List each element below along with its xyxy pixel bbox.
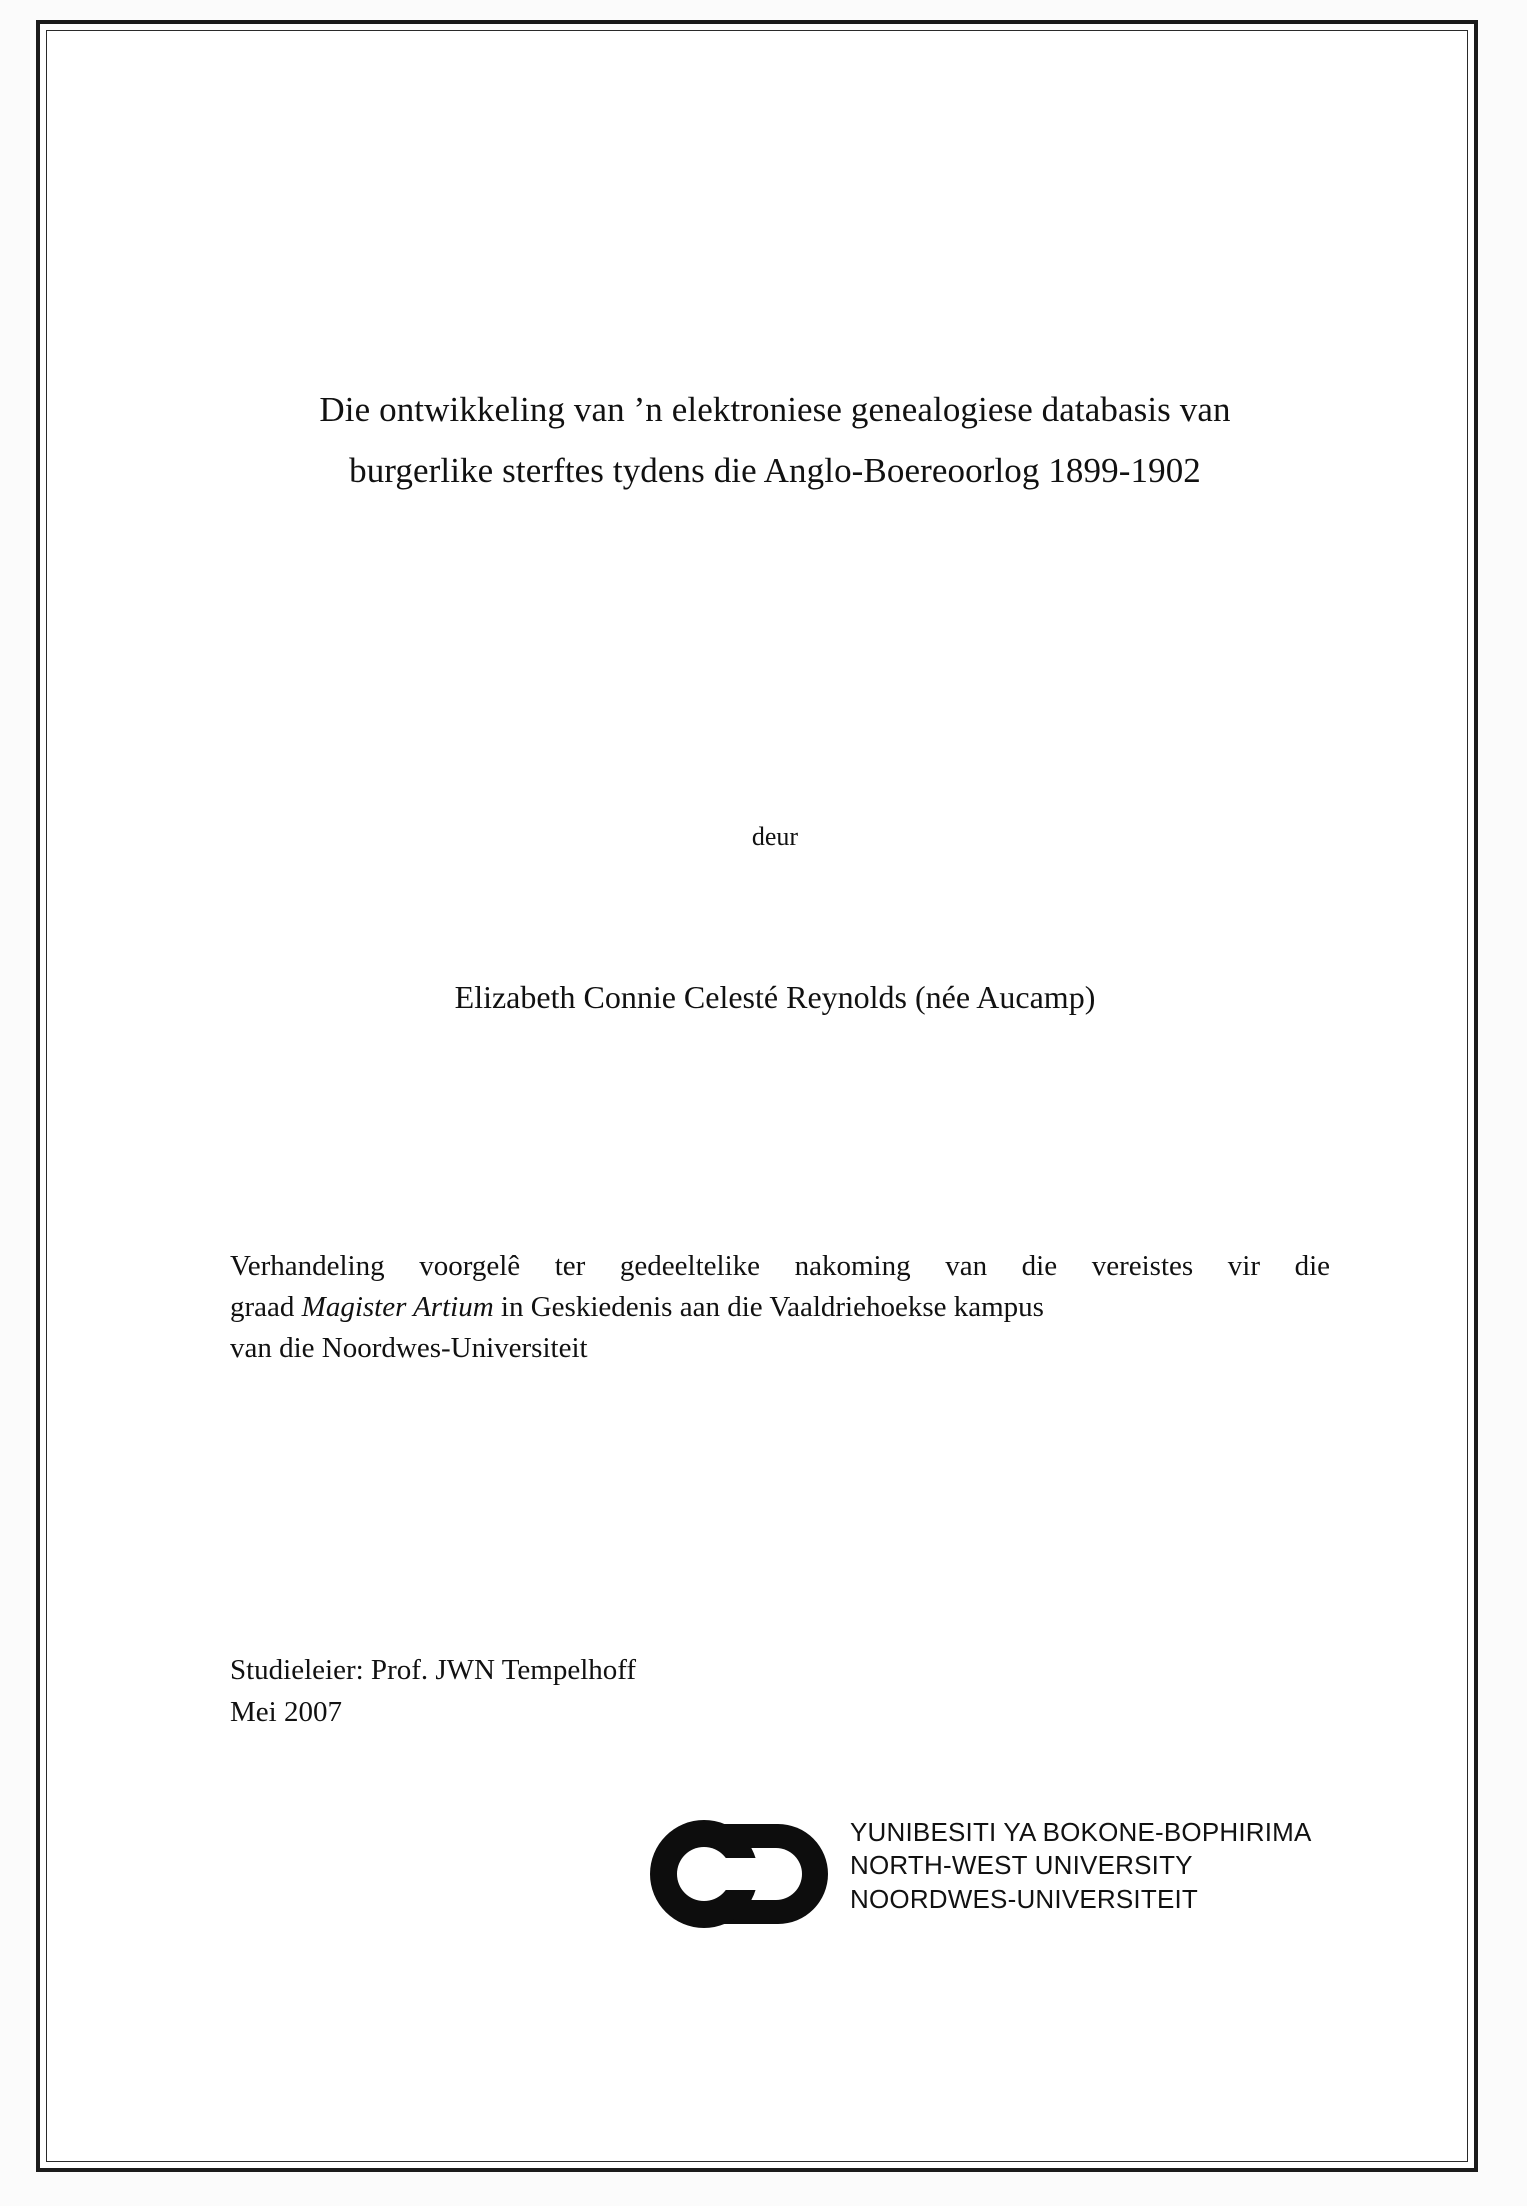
by-label: deur: [751, 822, 799, 851]
document-title-line-2: burgerlike sterftes tydens die Anglo-Boereoorlog 1899-1902: [349, 451, 1201, 491]
university-logo: [490, 1814, 1312, 1944]
degree-statement-line-1: Verhandeling voorgelê ter gedeeltelike nakoming van die vereistes vir die: [230, 1250, 1330, 1282]
document-title: [220, 379, 1330, 502]
date-line: Mei 2007: [230, 1696, 342, 1729]
nwu-cd-logo-mark-icon: [650, 1820, 835, 1928]
degree-statement-line-2-suffix: in Geskiedenis aan die Vaaldriehoekse kampus: [493, 1291, 1044, 1324]
degree-statement-line-2-prefix: graad: [230, 1291, 302, 1324]
document-title-line-1: Die ontwikkeling van ’n elektroniese genealogiese databasis van: [319, 390, 1231, 429]
supervisor-block: [230, 1649, 1230, 1733]
logo-c-mouth: [702, 1858, 764, 1890]
university-name-afrikaans: NOORDWES-UNIVERSITEIT: [850, 1883, 1198, 1914]
university-name-block: [850, 1816, 1312, 1916]
degree-statement-line-3: van die Noordwes-Universiteit: [230, 1332, 588, 1365]
university-name-english: NORTH-WEST UNIVERSITY: [850, 1850, 1193, 1881]
degree-statement: [230, 1246, 1330, 1370]
degree-name-italic: Magister Artium: [301, 1291, 494, 1324]
author-name: Elizabeth Connie Celesté Reynolds (née Aucamp): [454, 979, 1096, 1015]
supervisor-line: Studieleier: Prof. JWN Tempelhoff: [230, 1654, 637, 1686]
title-page-content: [190, 24, 1350, 2176]
degree-statement-line-2: [230, 1287, 1330, 1328]
page-border-outer: [36, 20, 1478, 2172]
university-name-tswana: YUNIBESITI YA BOKONE-BOPHIRIMA: [850, 1817, 1312, 1847]
